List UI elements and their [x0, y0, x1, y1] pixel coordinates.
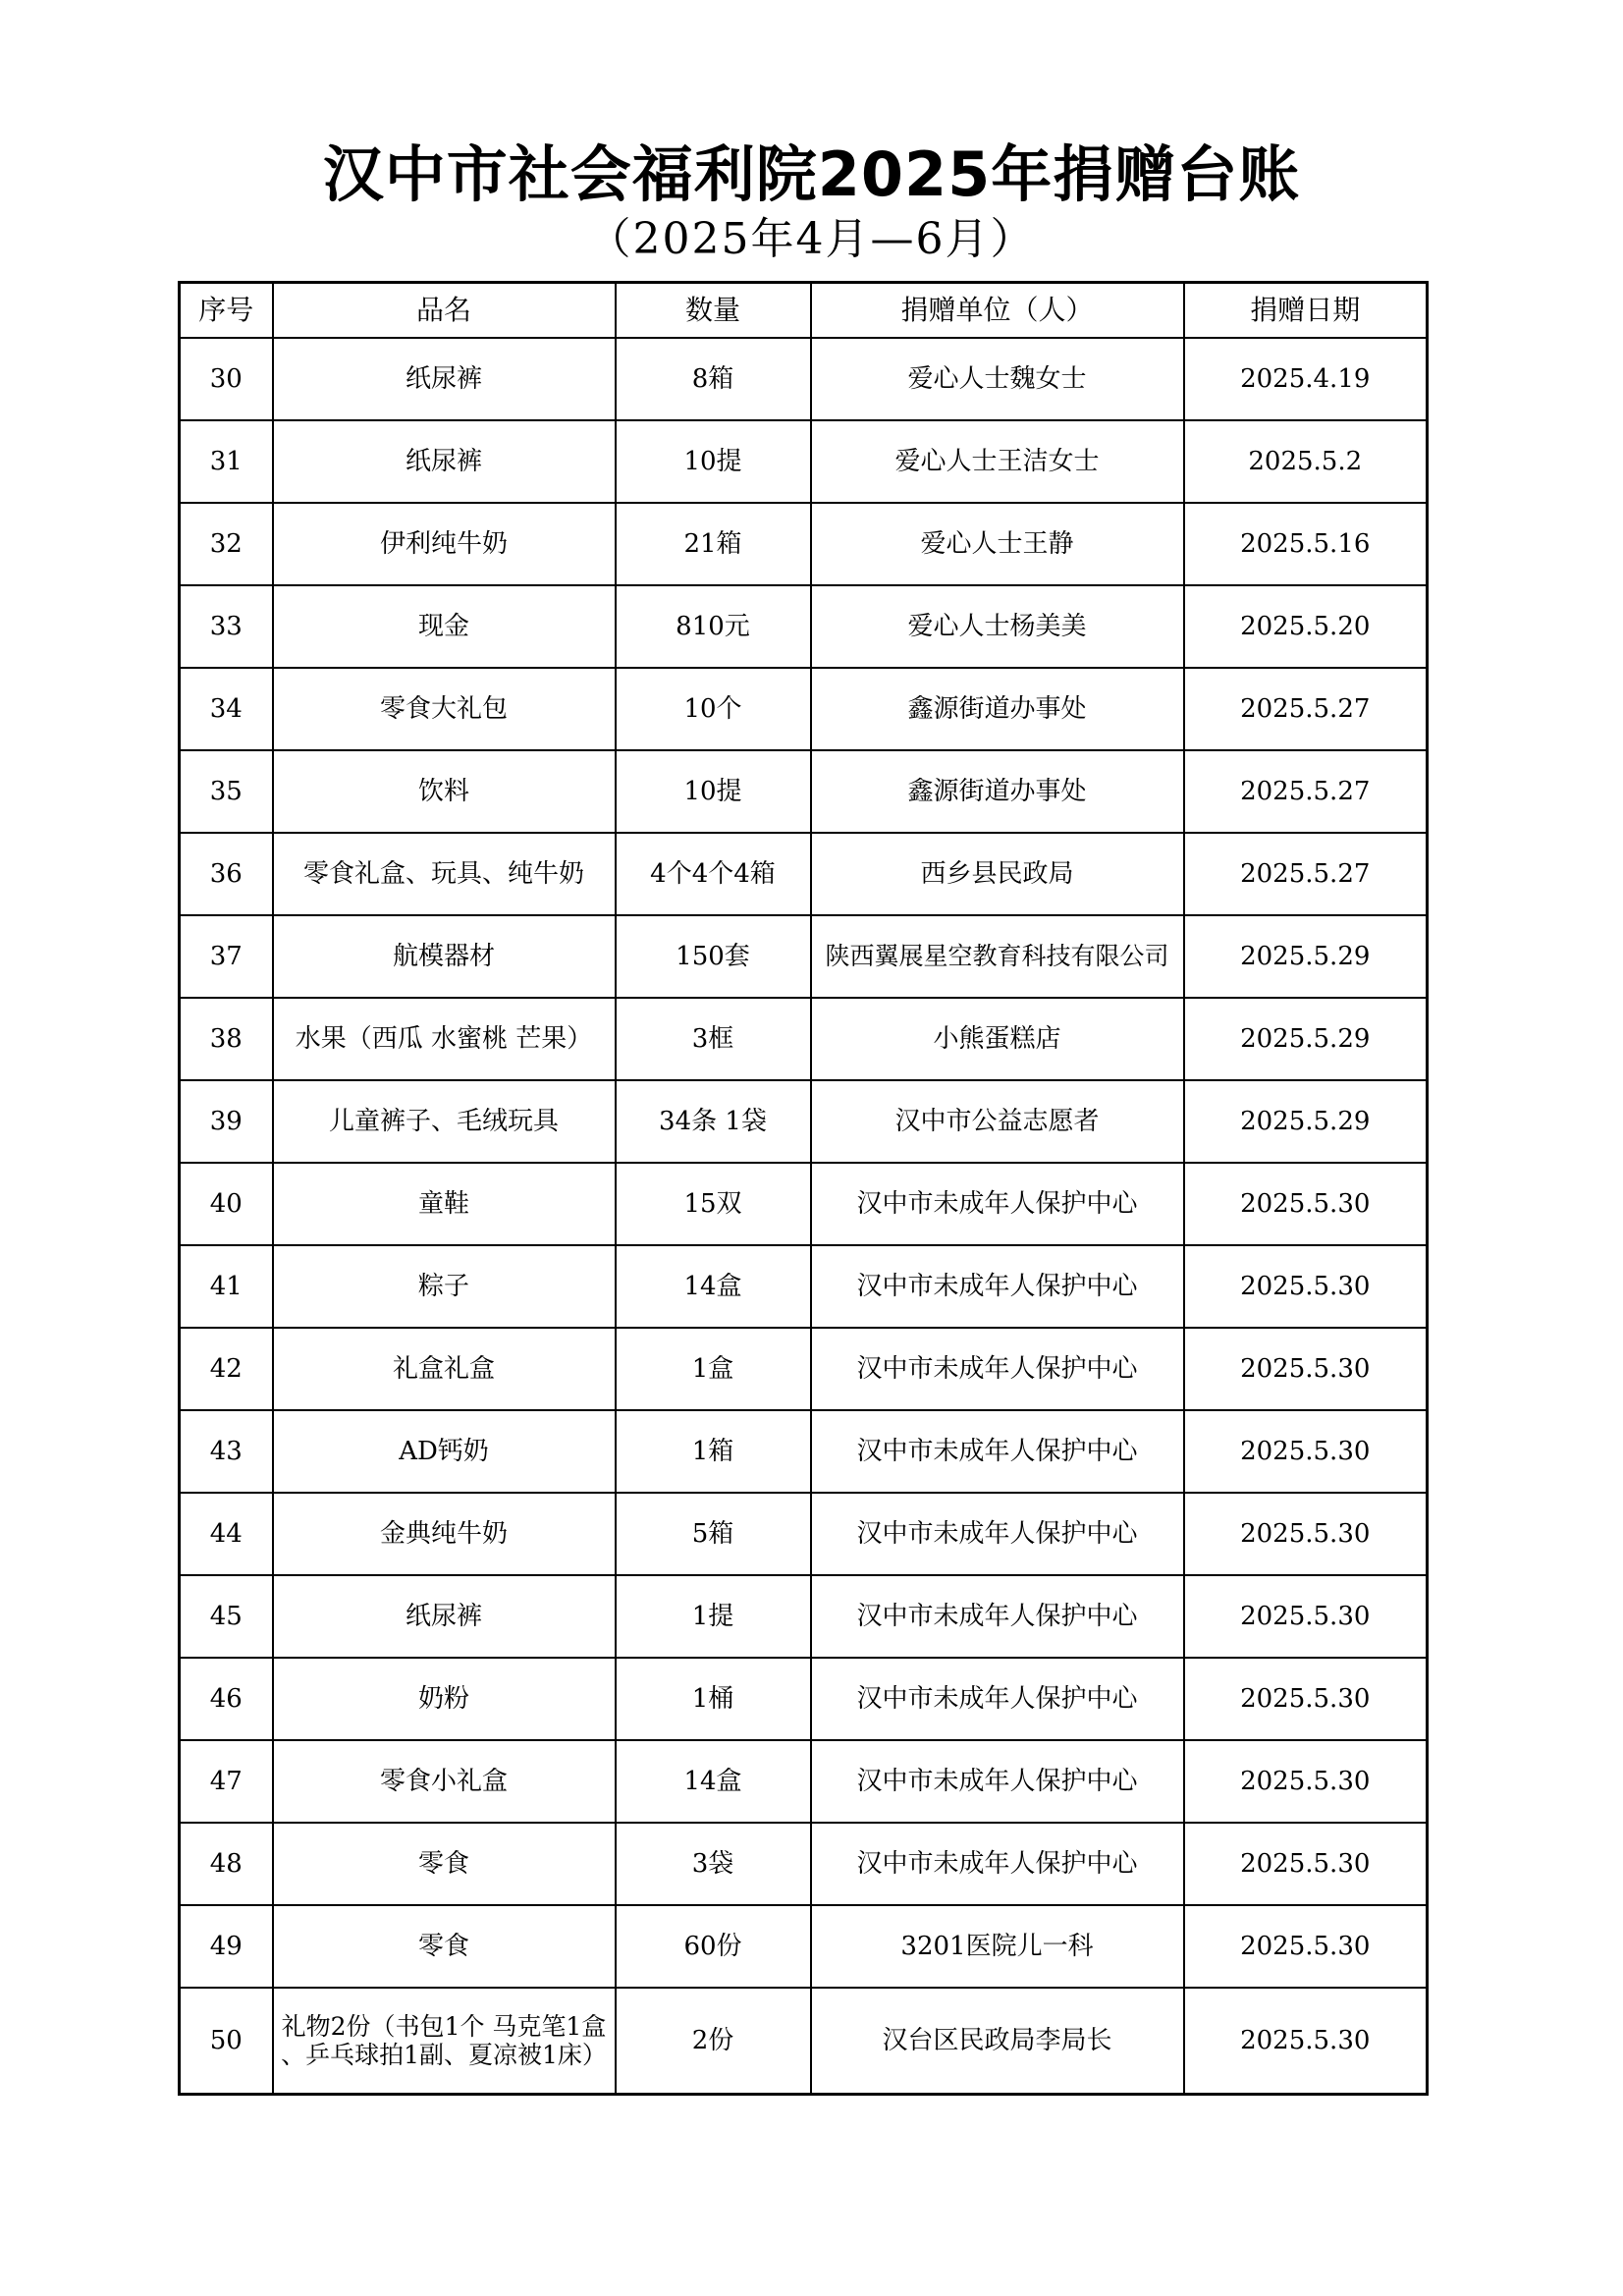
cell-qty: 60份: [616, 1905, 811, 1988]
cell-item: 零食礼盒、玩具、纯牛奶: [273, 833, 616, 915]
cell-item: 童鞋: [273, 1163, 616, 1245]
cell-item: 纸尿裤: [273, 338, 616, 420]
cell-donor: 鑫源街道办事处: [811, 668, 1184, 750]
cell-item: 伊利纯牛奶: [273, 503, 616, 585]
cell-date: 2025.4.19: [1184, 338, 1428, 420]
cell-donor: 汉中市公益志愿者: [811, 1080, 1184, 1163]
table-row: [180, 1823, 1428, 1905]
cell-donor: 陕西翼展星空教育科技有限公司: [811, 915, 1184, 998]
cell-no: 42: [180, 1328, 273, 1410]
cell-no: 39: [180, 1080, 273, 1163]
cell-no: 36: [180, 833, 273, 915]
cell-no: 38: [180, 998, 273, 1080]
cell-donor: 汉中市未成年人保护中心: [811, 1658, 1184, 1740]
cell-item: 礼物2份（书包1个 马克笔1盒 、乒乓球拍1副、夏凉被1床）: [273, 1988, 616, 2095]
cell-date: 2025.5.30: [1184, 1493, 1428, 1575]
cell-qty: 1提: [616, 1575, 811, 1658]
cell-donor: 小熊蛋糕店: [811, 998, 1184, 1080]
cell-date: 2025.5.27: [1184, 750, 1428, 833]
cell-donor: 汉中市未成年人保护中心: [811, 1575, 1184, 1658]
cell-qty: 150套: [616, 915, 811, 998]
table-row: [180, 1575, 1428, 1658]
cell-qty: 14盒: [616, 1740, 811, 1823]
cell-donor: 汉台区民政局李局长: [811, 1988, 1184, 2095]
cell-no: 46: [180, 1658, 273, 1740]
cell-qty: 810元: [616, 585, 811, 668]
cell-qty: 14盒: [616, 1245, 811, 1328]
header-donor: 捐赠单位（人）: [811, 283, 1184, 339]
cell-no: 45: [180, 1575, 273, 1658]
cell-no: 41: [180, 1245, 273, 1328]
cell-donor: 汉中市未成年人保护中心: [811, 1245, 1184, 1328]
cell-date: 2025.5.29: [1184, 998, 1428, 1080]
table-row: [180, 1740, 1428, 1823]
cell-item: 现金: [273, 585, 616, 668]
cell-no: 47: [180, 1740, 273, 1823]
cell-date: 2025.5.2: [1184, 420, 1428, 503]
cell-date: 2025.5.30: [1184, 1740, 1428, 1823]
cell-item: 水果（西瓜 水蜜桃 芒果）: [273, 998, 616, 1080]
cell-donor: 汉中市未成年人保护中心: [811, 1740, 1184, 1823]
cell-date: 2025.5.27: [1184, 833, 1428, 915]
table-row: [180, 585, 1428, 668]
cell-no: 32: [180, 503, 273, 585]
cell-no: 30: [180, 338, 273, 420]
cell-item: 儿童裤子、毛绒玩具: [273, 1080, 616, 1163]
table-row: [180, 420, 1428, 503]
table-row: [180, 503, 1428, 585]
cell-no: 44: [180, 1493, 273, 1575]
cell-no: 40: [180, 1163, 273, 1245]
cell-item: 纸尿裤: [273, 1575, 616, 1658]
cell-no: 34: [180, 668, 273, 750]
cell-date: 2025.5.20: [1184, 585, 1428, 668]
cell-donor: 爱心人士王洁女士: [811, 420, 1184, 503]
cell-qty: 10个: [616, 668, 811, 750]
cell-date: 2025.5.30: [1184, 1328, 1428, 1410]
cell-no: 35: [180, 750, 273, 833]
cell-qty: 1桶: [616, 1658, 811, 1740]
table-row: [180, 1328, 1428, 1410]
table-row: [180, 1410, 1428, 1493]
page-subtitle: （2025年4月—6月）: [587, 214, 1036, 264]
cell-donor: 3201医院儿一科: [811, 1905, 1184, 1988]
cell-date: 2025.5.27: [1184, 668, 1428, 750]
table-row: [180, 1163, 1428, 1245]
donation-table: [178, 281, 1429, 2096]
cell-item: AD钙奶: [273, 1410, 616, 1493]
cell-qty: 10提: [616, 750, 811, 833]
cell-donor: 汉中市未成年人保护中心: [811, 1163, 1184, 1245]
cell-date: 2025.5.30: [1184, 1988, 1428, 2095]
header-item: 品名: [273, 283, 616, 339]
cell-date: 2025.5.30: [1184, 1823, 1428, 1905]
cell-donor: 汉中市未成年人保护中心: [811, 1493, 1184, 1575]
cell-qty: 2份: [616, 1988, 811, 2095]
cell-item: 零食: [273, 1905, 616, 1988]
cell-no: 50: [180, 1988, 273, 2095]
cell-qty: 8箱: [616, 338, 811, 420]
cell-item: 零食大礼包: [273, 668, 616, 750]
cell-date: 2025.5.30: [1184, 1575, 1428, 1658]
table-row: [180, 833, 1428, 915]
table-row: [180, 915, 1428, 998]
table-row: [180, 1245, 1428, 1328]
table-row: [180, 1658, 1428, 1740]
cell-date: 2025.5.29: [1184, 1080, 1428, 1163]
table-row: [180, 1080, 1428, 1163]
cell-date: 2025.5.30: [1184, 1245, 1428, 1328]
cell-qty: 1箱: [616, 1410, 811, 1493]
table-row: [180, 1905, 1428, 1988]
cell-qty: 34条 1袋: [616, 1080, 811, 1163]
cell-item: 零食: [273, 1823, 616, 1905]
cell-donor: 汉中市未成年人保护中心: [811, 1328, 1184, 1410]
header-qty: 数量: [616, 283, 811, 339]
cell-qty: 5箱: [616, 1493, 811, 1575]
cell-donor: 爱心人士魏女士: [811, 338, 1184, 420]
cell-no: 48: [180, 1823, 273, 1905]
cell-item: 纸尿裤: [273, 420, 616, 503]
table-header-row: [180, 283, 1428, 339]
cell-no: 49: [180, 1905, 273, 1988]
cell-qty: 3框: [616, 998, 811, 1080]
cell-no: 43: [180, 1410, 273, 1493]
cell-donor: 鑫源街道办事处: [811, 750, 1184, 833]
cell-no: 33: [180, 585, 273, 668]
cell-item: 零食小礼盒: [273, 1740, 616, 1823]
cell-donor: 爱心人士杨美美: [811, 585, 1184, 668]
table-row: [180, 750, 1428, 833]
cell-donor: 汉中市未成年人保护中心: [811, 1823, 1184, 1905]
cell-qty: 3袋: [616, 1823, 811, 1905]
table-row: [180, 998, 1428, 1080]
cell-qty: 1盒: [616, 1328, 811, 1410]
cell-donor: 西乡县民政局: [811, 833, 1184, 915]
cell-qty: 4个4个4箱: [616, 833, 811, 915]
cell-no: 31: [180, 420, 273, 503]
cell-qty: 15双: [616, 1163, 811, 1245]
cell-donor: 汉中市未成年人保护中心: [811, 1410, 1184, 1493]
cell-qty: 10提: [616, 420, 811, 503]
page-title: 汉中市社会福利院2025年捐赠台账: [322, 138, 1301, 210]
cell-no: 37: [180, 915, 273, 998]
table-row: [180, 338, 1428, 420]
cell-date: 2025.5.29: [1184, 915, 1428, 998]
table-row: [180, 1493, 1428, 1575]
cell-qty: 21箱: [616, 503, 811, 585]
cell-date: 2025.5.16: [1184, 503, 1428, 585]
header-no: 序号: [180, 283, 273, 339]
table-row: [180, 668, 1428, 750]
cell-item: 奶粉: [273, 1658, 616, 1740]
cell-date: 2025.5.30: [1184, 1905, 1428, 1988]
header-date: 捐赠日期: [1184, 283, 1428, 339]
cell-item: 粽子: [273, 1245, 616, 1328]
cell-item: 饮料: [273, 750, 616, 833]
cell-donor: 爱心人士王静: [811, 503, 1184, 585]
cell-item: 礼盒礼盒: [273, 1328, 616, 1410]
table-row: [180, 1988, 1428, 2095]
cell-item: 金典纯牛奶: [273, 1493, 616, 1575]
cell-item: 航模器材: [273, 915, 616, 998]
cell-date: 2025.5.30: [1184, 1658, 1428, 1740]
cell-date: 2025.5.30: [1184, 1410, 1428, 1493]
cell-date: 2025.5.30: [1184, 1163, 1428, 1245]
